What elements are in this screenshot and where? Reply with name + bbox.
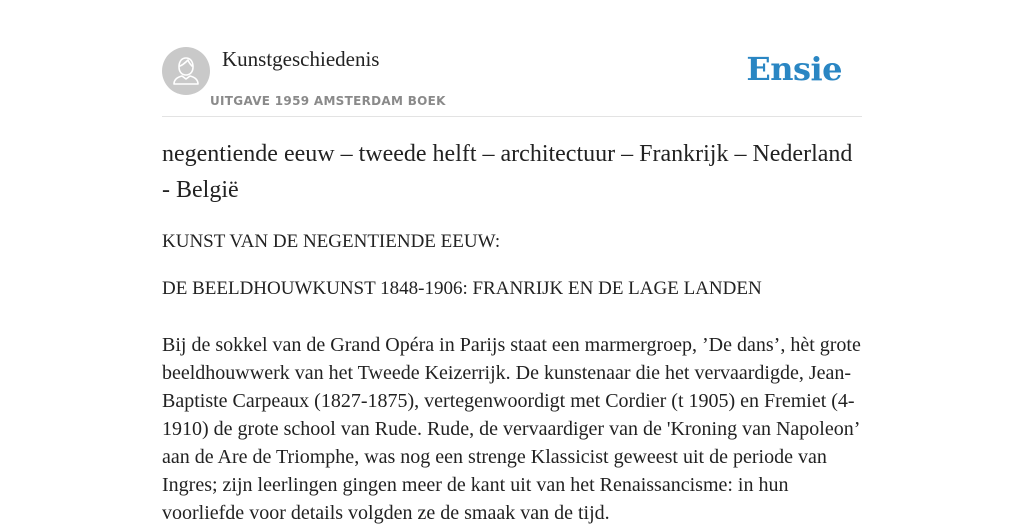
article-subheading-1: KUNST VAN DE NEGENTIENDE EEUW: xyxy=(162,231,501,252)
page-container xyxy=(162,0,862,524)
ensie-logo[interactable]: Ensie xyxy=(746,50,842,88)
edition-label: UITGAVE 1959 AMSTERDAM BOEK xyxy=(210,94,446,108)
article-title: negentiende eeuw – tweede helft – architectuur – Frankrijk – Nederland - België xyxy=(162,141,853,203)
category-link[interactable]: Kunstgeschiedenis xyxy=(222,47,380,71)
article-header xyxy=(162,0,862,117)
article-subheading-2: DE BEELDHOUWKUNST 1848-1906: FRANRIJK EN DE LAGE LANDEN xyxy=(162,278,762,299)
user-avatar-icon[interactable] xyxy=(162,47,210,95)
article-body: Bij de sokkel van de Grand Opéra in Parijs staat een marmergroep, ’De dans’, hèt grote beeldhouwwerk van het Tweede Keizerrijk. De kunstenaar die het vervaardigde, Jean-Baptiste Carpeaux (1827-1875), vertegenwoordigt met Cordier (t 1905) en Fremiet (4-1910) de grote school van Rude. Rude, de vervaardiger van de 'Kroning van Napoleon’ aan de Are de Triomphe, was nog een strenge Klassicist geweest uit de periode van Ingres; zijn leerlingen gingen meer de kant uit van het Renaissancisme: in hun voorliefde voor details volgden ze de smaak van de tijd. xyxy=(162,334,861,524)
